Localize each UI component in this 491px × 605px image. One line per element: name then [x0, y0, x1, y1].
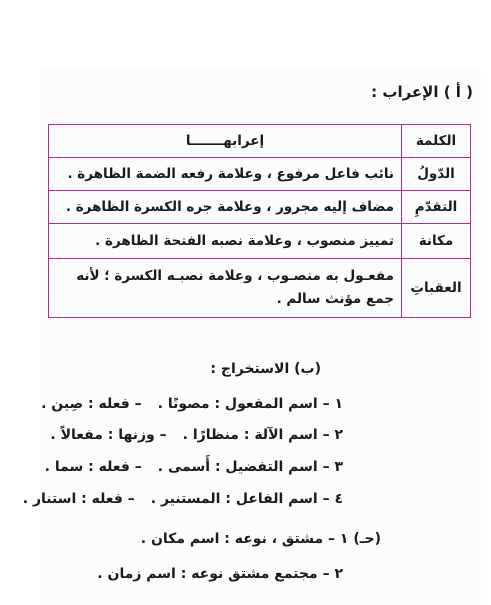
extraction-note: – فعله : سما . — [44, 459, 142, 475]
extraction-text: ٢ – اسم الآلة : منظارًا . — [182, 427, 343, 443]
row-word: مكانة — [402, 224, 471, 259]
extraction-text: ٤ – اسم الفاعل : المستنير . — [150, 491, 343, 507]
header-irab: إعرابهـــــــا — [49, 125, 402, 158]
row-irab: نائب فاعل مرفوع ، وعلامة رفعه الضمة الظاهرة . — [49, 158, 402, 191]
table-row — [49, 191, 471, 224]
row-irab: تمييز منصوب ، وعلامة نصبه الفتحة الظاهرة . — [49, 224, 402, 259]
section-c-text: ١ – مشتق ، نوعه : اسم مكان . — [140, 531, 349, 547]
extraction-item — [41, 396, 343, 412]
irab-table — [48, 124, 471, 318]
extraction-text: ٣ – اسم التفضيل : أَسمى . — [157, 459, 343, 475]
row-irab: مفعـول به منصـوب ، وعلامة نصبـه الكسرة ؛ لأنه جمع مؤنث سالم . — [49, 259, 402, 318]
section-a-heading: ( أ ) الإعراب : — [371, 83, 473, 101]
extraction-item — [50, 427, 343, 443]
row-word: التقدّمِ — [402, 191, 471, 224]
header-word: الكلمة — [402, 125, 471, 158]
table-header-row — [49, 125, 471, 158]
table-row — [49, 158, 471, 191]
row-irab: مضاف إليه مجرور ، وعلامة جره الكسرة الظاهرة . — [49, 191, 402, 224]
section-c-item: ٢ – مجتمع مشتق نوعه : اسم زمان . — [97, 566, 343, 582]
section-b-heading: (ب) الاستخراج : — [210, 361, 321, 377]
row-word: العقباتِ — [402, 259, 471, 318]
extraction-text: ١ – اسم المفعول : مصونًا . — [157, 396, 343, 412]
section-c-item — [141, 531, 381, 547]
extraction-note: – فعله : صِين . — [41, 396, 142, 412]
extraction-item — [23, 491, 343, 507]
row-word: الدّولُ — [402, 158, 471, 191]
extraction-note: – وزنها : مفعالاً . — [50, 427, 167, 443]
extraction-item — [45, 459, 343, 475]
table-row — [49, 259, 471, 318]
section-c-label: (حـ) — [353, 531, 381, 547]
extraction-note: – فعله : استنار . — [22, 491, 135, 507]
table-row — [49, 224, 471, 259]
